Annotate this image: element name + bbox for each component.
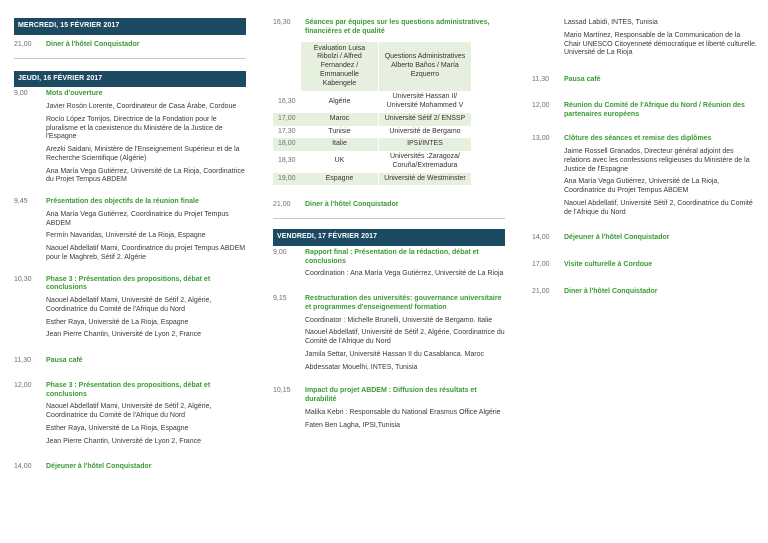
speaker: Ana María Vega Gutiérrez, Coordinatrice du Projet Tempus ABDEM [46,210,229,227]
item-title: Phase 3 : Présentation des propositions, débat et conclusions [46,381,211,398]
table-cell: Université de Westminster [378,173,471,186]
time-label: 16,30 [278,97,296,105]
schedule-item [532,288,758,297]
item-title: Pausa café [564,76,601,83]
schedule-item [14,41,246,50]
table-cell: Italie [332,140,347,148]
column-thursday [14,0,246,472]
schedule-item [14,198,246,263]
table-row [273,91,471,113]
speaker: Esther Raya, Université de La Rioja, Espagne [46,424,189,432]
speaker: Naouel Abdellatif Mami, Université de Sétif 2, Algérie, Coordinatrice du Comité de l'Afrique du Nord [46,403,212,419]
column-header: Questions Administratives Alberto Baños / María Ezquerro [378,42,471,92]
schedule-item [532,135,758,217]
schedule-item [532,76,758,85]
time-label: 21,00 [532,287,550,295]
table-cell: Maroc [329,114,350,122]
schedule-item [14,90,246,185]
time-label: 19,00 [278,174,296,182]
time-label: 9,15 [273,295,287,302]
time-label: 14,00 [14,463,32,471]
table-cell: Algérie [328,97,351,105]
time-label: 16,30 [273,19,291,26]
table-row [273,173,471,186]
speaker: Lassad Labidi, INTES, Tunisia [564,19,658,26]
item-title: Restructuration des universités: gouvernance universitaire et programmes d'enseignement/ formation [305,295,502,311]
item-title: Déjeuner à l'hôtel Conquistador [564,234,670,242]
item-title: Présentation des objectifs de la réunion finale [46,198,199,205]
column-sessions [273,0,505,430]
schedule-item [532,102,758,120]
item-title: Impact du projet ABDEM : Diffusion des résultats et durabilité [305,387,477,403]
table-cell: Espagne [325,174,354,182]
time-label: 9,45 [14,198,28,205]
time-label: 18,30 [278,157,296,165]
schedule-item [273,201,505,210]
time-label: 17,00 [532,261,550,268]
time-label: 10,15 [273,387,291,395]
time-label: 10,30 [14,275,32,283]
item-title: Pausa café [46,357,83,364]
table-row [273,138,471,151]
speaker: Jean Pierre Chantin, Université de Lyon 2, France [46,331,201,339]
speaker: Ana María Vega Gutiérrez, Université de La Rioja, Coordinatrice du Projet Tempus ABDEM [564,178,720,194]
item-title: Diner à l'hôtel Conquistador [46,40,140,48]
time-label: 21,00 [14,40,32,48]
item-title: Réunion du Comité de l'Afrique du Nord / Réunion des partenaires européens [564,101,745,118]
item-title: Rapport final : Présentation de la rédaction, débat et conclusions [305,248,479,265]
table-cell: IPSI/INTES [378,138,471,151]
speaker: Javier Rosón Lorente, Coordinateur de Casa Árabe, Cordoue [46,103,237,110]
divider [273,218,505,219]
speaker: Rocío López Torrijos, Directrice de la Fondation pour le pluralisme et la coexistence du Ministère de la Justice de l'Espagne [46,115,223,141]
time-label: 9,00 [14,90,28,98]
table-row [273,113,471,126]
item-title: Séances par équipes sur les questions administratives, financières et de qualité [305,19,490,35]
time-label: 17,30 [278,127,296,135]
table-cell: Université de Bergamo [378,126,471,139]
speaker: Jaime Rossell Granados, Directeur général adjoint des relations avec les confessions religieuses du Ministère de la Justice de l'Espagne [564,148,750,173]
time-label: 11,30 [14,357,31,364]
column-header: Evaluation Luisa Ribolzi / Alfred Fernandez / Emmanuelle Kabengele [301,42,378,92]
time-label: 12,00 [14,381,32,389]
table-header-row [273,42,471,92]
speaker: Ana María Vega Gutiérrez, Université de La Rioja, Coordinatrice du Projet Tempus ABDEM [46,167,245,184]
day-header-friday: VENDREDI, 17 FÉVRIER 2017 [273,229,505,246]
time-label: 21,00 [273,201,291,209]
table-row [273,151,471,173]
speaker: Mario Martínez, Responsable de la Communication de la Chair UNESCO Citoyenneté démocratique et liberté culturelle. Université de La Rioja [564,31,757,57]
schedule-item [14,463,246,472]
schedule-item [14,357,246,366]
time-label: 18,00 [278,140,296,148]
schedule-item [14,382,246,447]
session-table [273,42,471,186]
item-title: Diner à l'hôtel Conquistador [564,287,658,295]
schedule-item [273,295,505,372]
item-title: Déjeuner à l'hôtel Conquistador [46,463,152,471]
schedule-item [273,19,505,37]
speaker: Esther Raya, Université de La Rioja, Espagne [46,318,189,326]
schedule-item [532,234,758,243]
speaker: Coordination : Ana María Vega Gutiérrez, Université de La Rioja [305,270,504,278]
table-cell: UK [334,157,345,165]
divider [14,58,246,59]
speaker: Naouel Abdellatif, Université de Sétif 2, Algérie, Coordinatrice du Comité de l'Afrique du Nord [305,329,505,345]
table-cell: Universités :Zaragoza/ Coruña/Extremadura [378,151,471,173]
item-title: Clôture des séances et remise des diplômes [564,135,712,143]
speaker: Naouel Abdellatif Mami, Université de Sétif 2, Algérie, Coordinatrice du Comité de l'Afrique du Nord [46,297,212,313]
speaker: Jamila Settar, Université Hassan II du Casablanca. Maroc [305,350,484,358]
speaker: Naouel Abdellatif, Université Sétif 2, Coordinatrice du Comité de l'Afrique du Nord [564,199,753,216]
speaker: Arezki Saidani, Ministère de l'Enseignement Supérieur et de la Recherche Scientifique (Algérie) [46,146,240,162]
table-row [273,126,471,139]
schedule-item [273,387,505,430]
table-cell: Université Sétif 2/ ENSSP [378,113,471,126]
day-header-wednesday: MERCREDI, 15 FÉVRIER 2017 [14,18,246,35]
speaker: Malika Kebri : Responsable du National Erasmus Office Algérie [305,408,501,416]
table-cell: Tunisie [328,127,351,135]
item-title: Phase 3 : Présentation des propositions, débat et conclusions [46,275,211,292]
speaker: Jean Pierre Chantin, Université de Lyon 2, France [46,437,201,445]
table-cell: Université Hassan II/ Université Mohammed V [378,91,471,113]
time-label: 9,00 [273,248,287,256]
schedule-item [532,19,758,58]
speaker: Naouel Abdellatif Mami, Coordinatrice du projet Tempus ABDEM pour le Maghreb, Sétif 2. Algérie [46,245,246,261]
item-title: Mots d'ouverture [46,90,103,98]
schedule-item [273,249,505,279]
column-friday-continued [532,0,758,297]
item-title: Visite culturelle à Cordoue [564,261,653,268]
time-label: 14,00 [532,234,550,242]
time-label: 12,00 [532,101,550,109]
schedule-item [532,261,758,270]
time-label: 13,00 [532,135,550,143]
schedule-item [14,276,246,341]
time-label: 11,30 [532,76,549,83]
speaker: Coordinator : Michelle Brunelli, Université de Bergamo. Italie [305,316,493,324]
speaker: Faten Ben Lagha, IPSI,Tunisia [305,421,401,429]
speaker: Fermín Navaridas, Université de La Rioja, Espagne [46,232,206,240]
item-title: Diner à l'hôtel Conquistador [305,201,399,209]
speaker: Abdessatar Mouelhi, INTES, Tunisia [305,363,418,371]
time-label: 17,00 [278,114,296,122]
day-header-thursday: JEUDI, 16 FÉVRIER 2017 [14,71,246,88]
